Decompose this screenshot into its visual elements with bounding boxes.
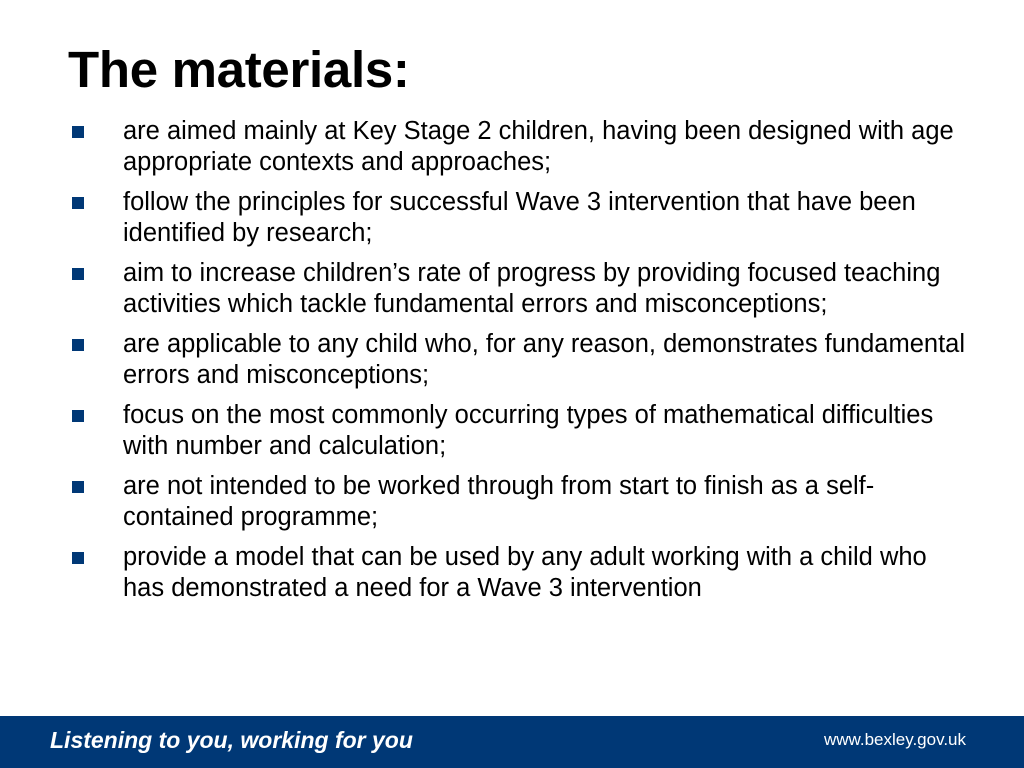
slide-title: The materials: bbox=[68, 41, 410, 98]
bullet-list bbox=[70, 116, 970, 613]
square-bullet-icon bbox=[72, 481, 84, 493]
footer-bar bbox=[0, 716, 1024, 768]
bullet-text: follow the principles for successful Wave 3 intervention that have been identified by research; bbox=[123, 188, 916, 247]
bullet-text: aim to increase children’s rate of progress by providing focused teaching activities which tackle fundamental errors and misconceptions; bbox=[123, 259, 941, 318]
square-bullet-icon bbox=[72, 268, 84, 280]
bullet-item bbox=[70, 187, 970, 249]
bullet-text: are not intended to be worked through from start to finish as a self-contained programme; bbox=[123, 472, 875, 531]
bullet-item bbox=[70, 542, 970, 604]
footer-url: www.bexley.gov.uk bbox=[823, 730, 966, 749]
square-bullet-icon bbox=[72, 410, 84, 422]
bullet-item bbox=[70, 400, 970, 462]
bullet-text: are applicable to any child who, for any reason, demonstrates fundamental errors and misconceptions; bbox=[123, 330, 965, 389]
square-bullet-icon bbox=[72, 197, 84, 209]
square-bullet-icon bbox=[72, 552, 84, 564]
square-bullet-icon bbox=[72, 339, 84, 351]
square-bullet-icon bbox=[72, 126, 84, 138]
footer-slogan: Listening to you, working for you bbox=[50, 727, 413, 753]
bullet-text: provide a model that can be used by any adult working with a child who has demonstrated a need for a Wave 3 intervention bbox=[123, 543, 927, 602]
bullet-item bbox=[70, 258, 970, 320]
bullet-text: are aimed mainly at Key Stage 2 children, having been designed with age appropriate contexts and approaches; bbox=[123, 117, 954, 176]
bullet-item bbox=[70, 329, 970, 391]
bullet-item bbox=[70, 471, 970, 533]
bullet-text: focus on the most commonly occurring types of mathematical difficulties with number and calculation; bbox=[123, 401, 934, 460]
bullet-item bbox=[70, 116, 970, 178]
